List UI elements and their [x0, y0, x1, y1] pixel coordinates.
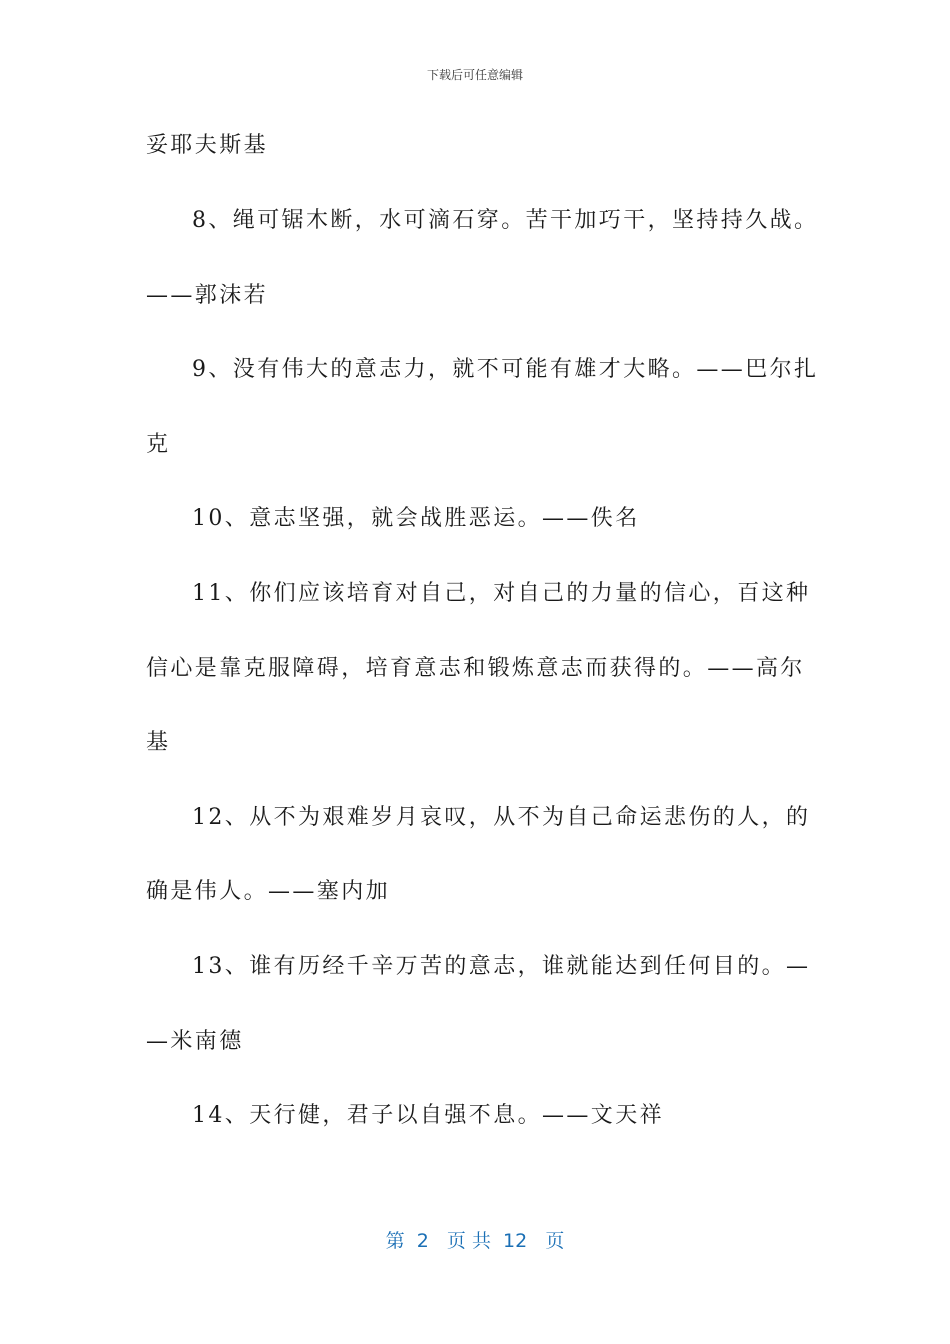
quote-12-author: 确是伟人。——塞内加 — [146, 879, 391, 904]
page-number-footer: 第 2 页 共 12 页 — [385, 1230, 565, 1252]
quote-12: 12、从不为艰难岁月哀叹，从不为自己命运悲伤的人，的 — [192, 805, 811, 830]
quote-11: 11、你们应该培育对自己，对自己的力量的信心，百这种 — [192, 581, 811, 606]
quote-8: 8、绳可锯木断，水可滴石穿。苦干加巧干，坚持持久战。 — [192, 208, 819, 233]
quote-13: 13、谁有历经千辛万苦的意志，谁就能达到任何目的。— — [192, 954, 811, 979]
quote-10: 10、意志坚强，就会战胜恶运。——佚名 — [192, 506, 640, 531]
quote-11-continued: 信心是靠克服障碍，培育意志和锻炼意志而获得的。——高尔 — [146, 656, 805, 681]
quote-8-author: ——郭沫若 — [146, 283, 269, 308]
page-header: 下载后可任意编辑 — [426, 68, 523, 82]
quote-11-author: 基 — [146, 730, 171, 755]
quote-14: 14、天行健，君子以自强不息。——文天祥 — [192, 1103, 664, 1128]
quote-9-author: 克 — [146, 432, 171, 457]
quote-9: 9、没有伟大的意志力，就不可能有雄才大略。——巴尔扎 — [192, 357, 819, 382]
text-line: 妥耶夫斯基 — [146, 133, 269, 158]
quote-13-author: —米南德 — [146, 1029, 244, 1054]
